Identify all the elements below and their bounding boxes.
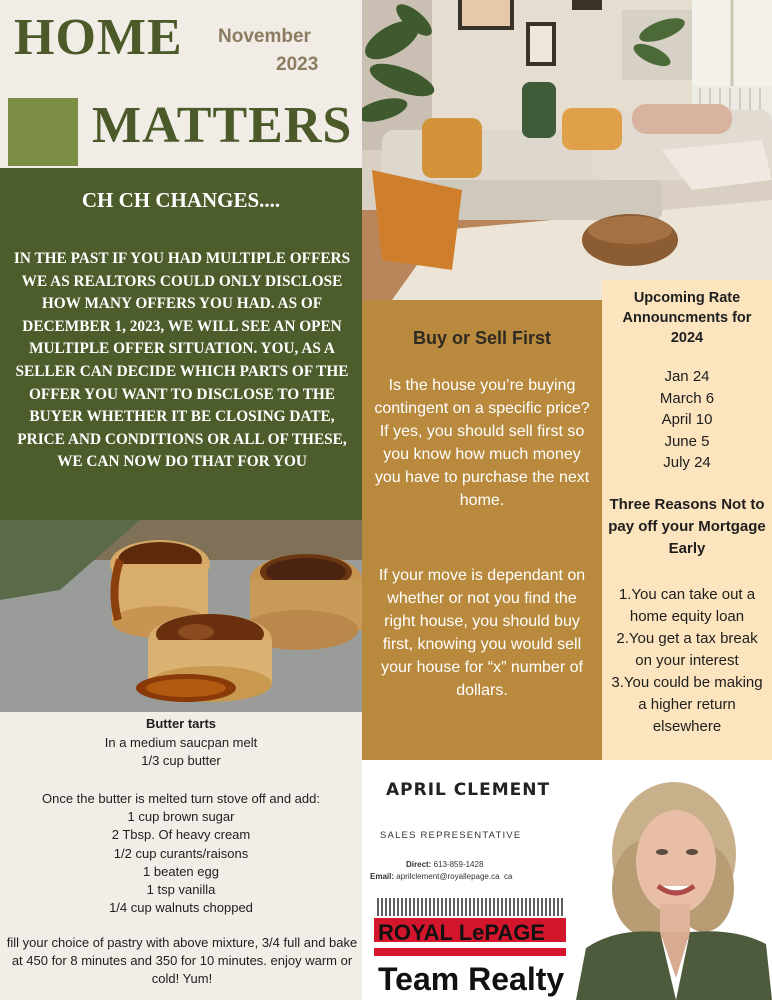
recipe-intro — [0, 734, 362, 770]
svg-text:ROYAL LePAGE: ROYAL LePAGE — [378, 920, 546, 945]
buy-or-sell-paragraph-2: If your move is dependant on whether or not you find the right house, you should buy first, knowing you would sell your house for “x” number of dollars. — [378, 567, 586, 699]
recipe-line: 1/2 cup curants/raisons — [113, 845, 249, 861]
royal-lepage-logo — [374, 896, 566, 1000]
agent-role: SALES REPRESENTATIVE — [380, 830, 522, 841]
rate-date: Jan 24 — [664, 368, 710, 385]
email-label: Email: — [370, 872, 395, 881]
issue-year: 2023 — [276, 54, 319, 75]
mortgage-reason: 2.You get a tax break on your interest — [616, 630, 758, 669]
rate-dates-list — [602, 366, 772, 474]
butter-tarts-illustration — [0, 520, 362, 712]
agent-card — [362, 760, 772, 1000]
agent-phone — [406, 860, 483, 869]
mortgage-reasons-list — [606, 584, 768, 738]
changes-panel — [0, 168, 362, 520]
changes-body: IN THE PAST IF YOU HAD MULTIPLE OFFERS WE AS REALTORS COULD ONLY DISCLOSE HOW MANY OFFERS YOU HAD. AS OF DECEMBER 1, 2023, WE WILL SEE AN OPEN MULTIPLE OFFER SITUATION. YOU, AS A SELLER CAN DECIDE WHICH PARTS OF THE OFFER YOU WANT TO DISCLOSE TO THE BUYER WHETHER IT BE CLOSING DATE, PRICE AND CONDITIONS OR ALL OF THESE, WE CAN NOW DO THAT FOR YOU — [13, 250, 351, 471]
email-suffix: ca — [504, 872, 513, 881]
agent-portrait — [576, 768, 772, 1000]
rate-date: July 24 — [663, 454, 711, 471]
buy-or-sell-heading: Buy or Sell First — [412, 328, 552, 348]
mortgage-reasons-heading: Three Reasons Not to pay off your Mortgage Early — [608, 496, 766, 557]
living-room-photo — [362, 0, 772, 300]
issue-month: November — [218, 26, 311, 47]
rates-and-reasons-column — [602, 280, 772, 760]
rate-announcements-heading: Upcoming Rate Announcments for 2024 — [622, 290, 752, 346]
recipe-bake-instructions: fill your choice of pastry with above mixture, 3/4 full and bake at 450 for 8 minutes and 350 for 10 minutes. enjoy warm or cold! Yum! — [6, 935, 358, 986]
recipe-line: 1 beaten egg — [143, 863, 219, 879]
recipe-line: 1 tsp vanilla — [146, 882, 216, 898]
royal-lepage-logo-graphic — [374, 896, 566, 1000]
phone-label: Direct: — [406, 860, 432, 869]
rate-date: March 6 — [659, 389, 715, 407]
recipe-line: 1/3 cup butter — [141, 753, 221, 768]
svg-text:Team Realty: Team Realty — [378, 961, 565, 997]
mortgage-reason: 3.You could be making a higher return elsewhere — [611, 674, 763, 735]
recipe-title: Butter tarts — [145, 716, 217, 731]
mortgage-reason: 1.You can take out a home equity loan — [618, 586, 756, 625]
agent-name: APRIL CLEMENT — [386, 780, 551, 800]
agent-portrait-illustration — [576, 768, 772, 1000]
recipe-ingredients — [0, 790, 362, 917]
recipe-line: 1 cup brown sugar — [127, 809, 235, 825]
rate-date: June 5 — [664, 432, 710, 450]
buy-or-sell-column — [362, 300, 602, 760]
butter-tarts-recipe — [0, 712, 362, 1000]
recipe-line: In a medium saucpan melt — [104, 735, 258, 750]
changes-heading: CH CH CHANGES.... — [81, 188, 281, 212]
phone-number: 613-859-1428 — [433, 860, 484, 869]
email-address: aprilclement@royallepage.ca — [396, 872, 500, 881]
accent-square — [8, 98, 78, 166]
buy-or-sell-paragraph-1: Is the house you’re buying contingent on a specific price? If yes, you should sell first so you know how much money you have to purchase the next home. — [374, 377, 590, 509]
living-room-illustration — [362, 0, 772, 300]
recipe-line: Once the butter is melted turn stove off and add: — [42, 791, 320, 806]
rate-date: April 10 — [661, 411, 713, 428]
agent-email — [370, 872, 512, 881]
recipe-line: 1/4 cup walnuts chopped — [109, 900, 253, 916]
newsletter-title-line1: HOME — [14, 9, 183, 66]
newsletter-title-line2: MATTERS — [92, 97, 353, 154]
butter-tarts-photo — [0, 520, 362, 712]
recipe-line: 2 Tbsp. Of heavy cream — [111, 827, 251, 843]
